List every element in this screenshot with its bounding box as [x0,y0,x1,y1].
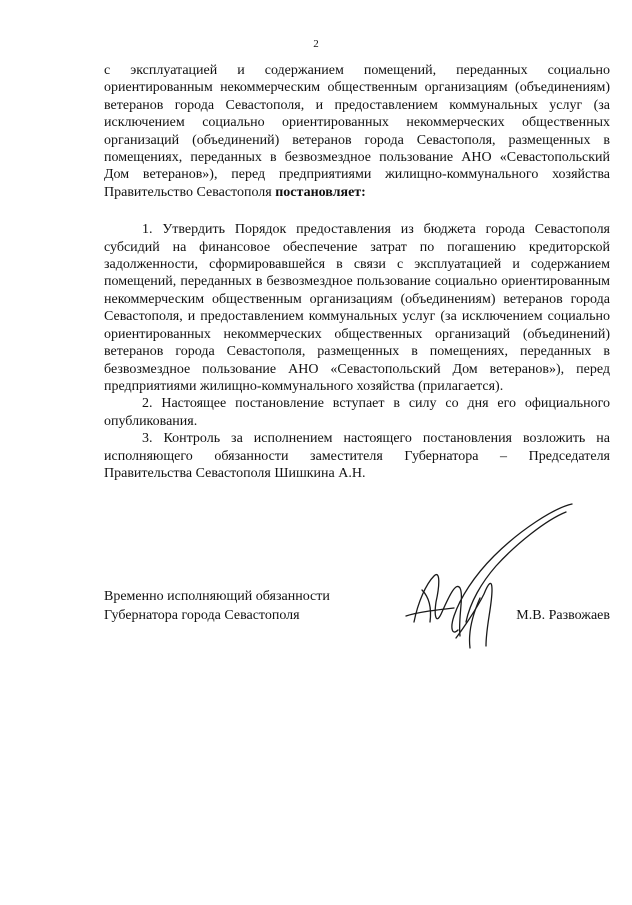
item-3-paragraph: 3. Контроль за исполнением настоящего постановления возложить на исполняющего обязанности заместителя Губернатора – Председателя Правительства Севастополя Шишкина А.Н. [104,431,610,481]
signatory-name: М.В. Развожаев [516,608,610,623]
paragraph-gap [104,201,610,221]
item-1-paragraph: 1. Утвердить Порядок предоставления из бюджета города Севастополя субсидий на финансовое обеспечение затрат по погашению кредиторской задолженности, сформировавшейся в связи с эксплуатацией и содержанием помещений, переданных в безвозмездное пользование социально ориентированным некоммерческим общественным организациям (объединениям) ветеранов города Севастополя, и предоставлением коммунальных услуг (за исключением социально ориентированных некоммерческих общественных организаций (объединений) ветеранов города Севастополя, размещенных в помещениях, переданных в безвозмездное пользование АНО «Севастопольский Дом ветеранов»), перед предприятиями жилищно-коммунального хозяйства (прилагается). [104,222,610,394]
page-number: 2 [313,38,319,50]
signatory-title-line-1: Временно исполняющий обязанности [104,589,330,604]
handwritten-signature [396,498,576,658]
document-body [104,62,610,482]
intro-text: с эксплуатацией и содержанием помещений, переданных социально ориентированным некоммерческим общественным организациям (объединениям) ветеранов города Севастополя, и предоставлением коммунальных услуг (за исключением социально ориентированных некоммерческих общественных организаций (объединений) ветеранов города Севастополя, размещенных в помещениях, переданных в безвозмездное пользование АНО «Севастопольский Дом ветеранов»), перед предприятиями жилищно-коммунального хозяйства Правительство Севастополя [104,63,610,200]
signatory-title-line-2: Губернатора города Севастополя [104,608,300,623]
item-2-paragraph: 2. Настоящее постановление вступает в силу со дня его официального опубликования. [104,396,610,429]
decree-word: постановляет: [275,184,366,200]
intro-paragraph [104,62,610,201]
